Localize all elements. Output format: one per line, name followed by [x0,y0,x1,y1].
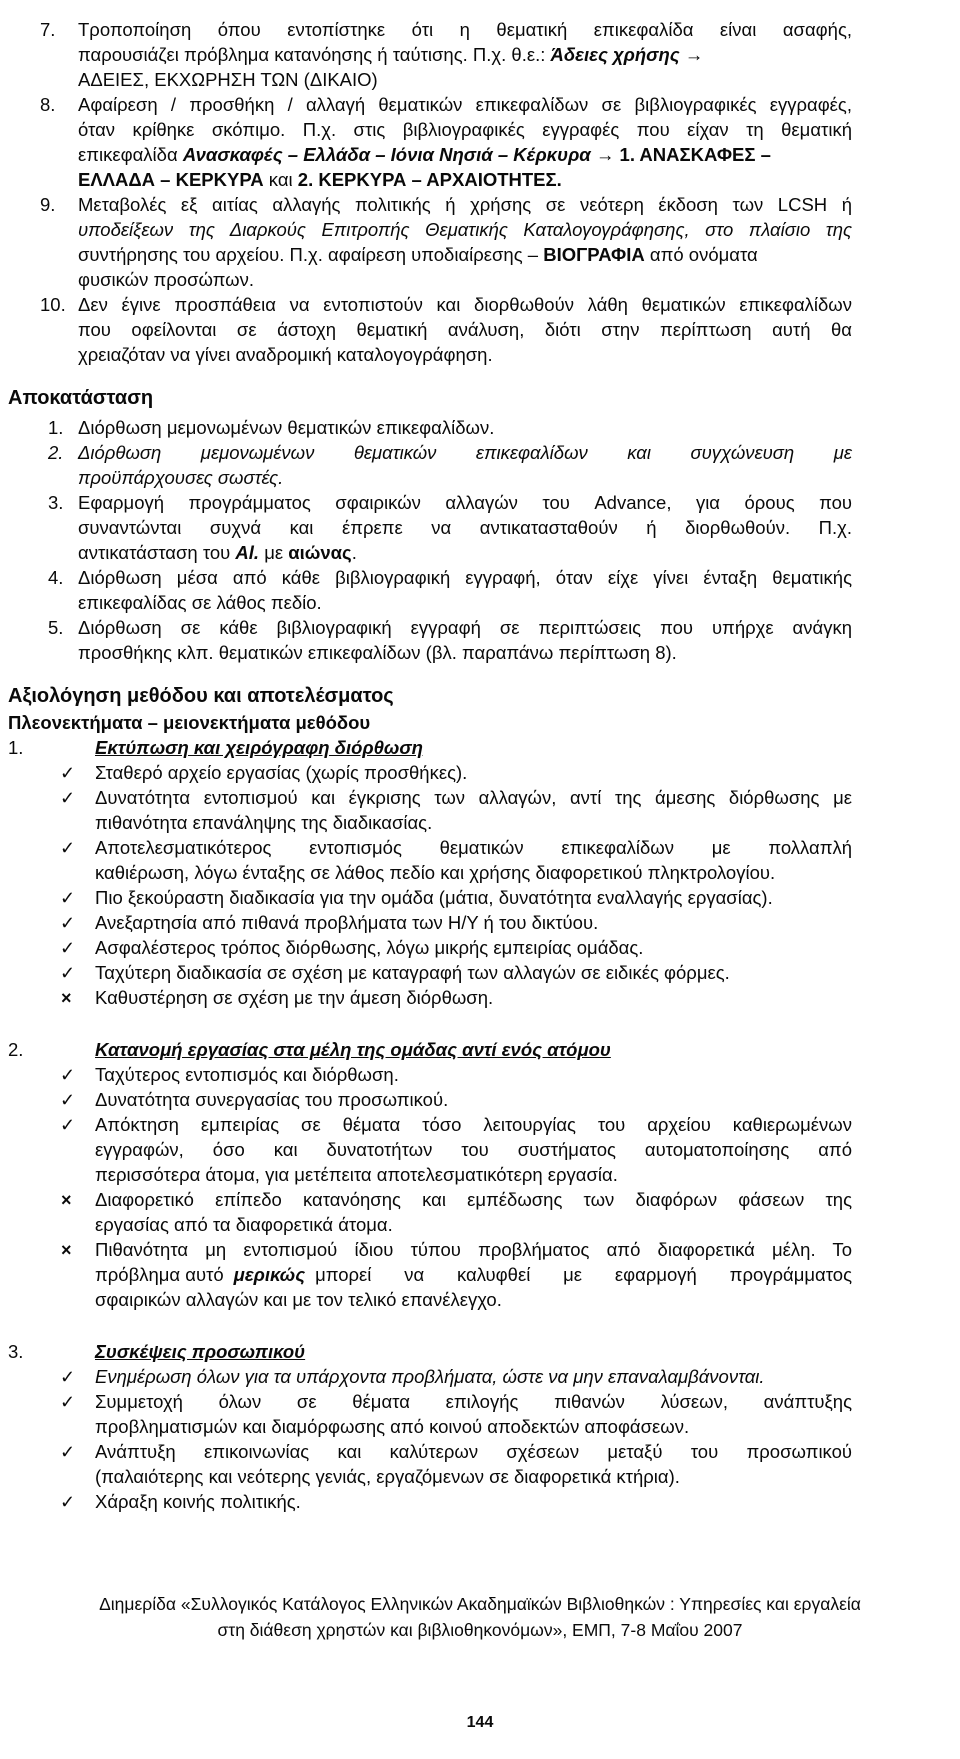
list-item: Ανεξαρτησία από πιθανά προβλήματα των Η/Υ ή του δικτύου. [95,912,599,933]
list-item: Απόκτηση εμπειρίας σε θέματα τόσο λειτουργίας του αρχείου καθιερωμένων [95,1114,852,1135]
cross-icon: × [61,1190,72,1210]
item-text: επικεφαλίδας σε λάθος πεδίο. [78,592,322,613]
item-text: όταν κρίθηκε σκόπιμο. Π.χ. στις βιβλιογραφικές εγγραφές που είχαν τη θεματική [78,119,852,140]
cross-icon: × [61,988,72,1008]
item-text: Διόρθωση μεμονωμένων θεματικών επικεφαλίδων και συγχώνευση με [78,442,852,463]
list-item: περισσότερα άτομα, για μετέπειτα αποτελεσματικότερη εργασία. [95,1164,618,1185]
list-item: Ταχύτερη διαδικασία σε σχέση με καταγραφή των αλλαγών σε ειδικές φόρμες. [95,962,730,983]
section-heading-restoration: Αποκατάσταση [8,387,154,409]
item-text: παρουσιάζει πρόβλημα κατανόησης ή ταύτισης. Π.χ. θ.ε.: Άδειες χρήσης → [78,44,704,65]
list-item: (παλαιότερης και νεότερης γενιάς, εργαζόμενων σε διαφορετικά κτήρια). [95,1466,680,1487]
item-text: Μεταβολές εξ αιτίας αλλαγής πολιτικής ή χρήσης σε νεότερη έκδοση των LCSH ή [78,194,852,215]
item-number: 2. [48,442,64,463]
subsection-number: 3. [8,1341,24,1362]
footer-line-1: Διημερίδα «Συλλογικός Κατάλογος Ελληνικών Ακαδημαϊκών Βιβλιοθηκών : Υπηρεσίες και εργαλεία [99,1594,861,1614]
check-icon: ✓ [60,888,76,908]
item-text: Διόρθωση σε κάθε βιβλιογραφική εγγραφή σε περιπτώσεις που υπήρχε ανάγκη [78,617,852,638]
footer-line-2: στη διάθεση χρηστών και βιβλιοθηκονόμων», ΕΜΠ, 7-8 Μαΐου 2007 [217,1620,743,1640]
item-number: 7. [40,19,56,40]
list-item: Δυνατότητα συνεργασίας του προσωπικού. [95,1089,449,1110]
item-text: χρειαζόταν να γίνει αναδρομική καταλογογράφηση. [78,344,493,365]
check-icon: ✓ [60,1492,76,1512]
item-number: 1. [48,417,64,438]
list-item: Διαφορετικό επίπεδο κατανόησης και εμπέδωσης των διαφόρων φάσεων της [95,1189,852,1210]
check-icon: ✓ [60,938,76,958]
list-item: Συμμετοχή όλων σε θέματα επιλογής πιθανών λύσεων, ανάπτυξης [95,1391,852,1412]
item-text: συντήρησης του αρχείου. Π.χ. αφαίρεση υποδιαίρεσης – ΒΙΟΓΡΑΦΙΑ από ονόματα [78,244,758,265]
item-text: ΕΛΛΑΔΑ – ΚΕΡΚΥΡΑ και 2. ΚΕΡΚΥΡΑ – ΑΡΧΑΙΟΤΗΤΕΣ. [78,169,562,190]
list-item: καθιέρωση, λόγω ένταξης σε λάθος πεδίο και χρήσης διαφορετικού πληκτρολογίου. [95,862,776,883]
item-text: προσθήκης κλπ. θεματικών επικεφαλίδων (βλ. παραπάνω περίπτωση 8). [78,642,677,663]
check-icon: ✓ [60,1115,76,1135]
item-text: Εφαρμογή προγράμματος σφαιρικών αλλαγών του Advance, για όρους που [78,492,852,513]
list-item: Πιο ξεκούραστη διαδικασία για την ομάδα (μάτια, δυνατότητα εναλλαγής εργασίας). [95,887,773,908]
item-number: 4. [48,567,64,588]
item-text: φυσικών προσώπων. [78,269,255,290]
item-text: αντικατάσταση του Al. με αιώνας. [78,542,357,563]
item-text: επικεφαλίδα Ανασκαφές – Ελλάδα – Ιόνια Νησιά – Κέρκυρα → 1. ΑΝΑΣΚΑΦΕΣ – [78,144,771,165]
page-number: 144 [466,1714,494,1731]
item-text: Δεν έγινε προσπάθεια να εντοπιστούν και διορθωθούν λάθη θεματικών επικεφαλίδων [78,294,852,315]
subsection-title: Κατανομή εργασίας στα μέλη της ομάδας αντί ενός ατόμου [95,1039,611,1060]
check-icon: ✓ [60,1442,76,1462]
cross-icon: × [61,1240,72,1260]
list-item: Δυνατότητα εντοπισμού και έγκρισης των αλλαγών, αντί της άμεσης διόρθωσης με [95,787,852,808]
subsection-title: Συσκέψεις προσωπικού [95,1341,306,1362]
item-number: 5. [48,617,64,638]
list-item: Ενημέρωση όλων για τα υπάρχοντα προβλήματα, ώστε να μην επαναλαμβάνονται. [95,1366,765,1387]
list-item: Αποτελεσματικότερος εντοπισμός θεματικών επικεφαλίδων με πολλαπλή [95,837,852,858]
list-item: Καθυστέρηση σε σχέση με την άμεση διόρθωση. [95,987,494,1008]
item-text: Αφαίρεση / προσθήκη / αλλαγή θεματικών επικεφαλίδων σε βιβλιογραφικές εγγραφές, [78,94,852,115]
subsection-number: 1. [8,737,24,758]
item-text: Διόρθωση μεμονωμένων θεματικών επικεφαλίδων. [78,417,495,438]
list-item: εργασίας από τα διαφορετικά άτομα. [95,1214,393,1235]
list-item: Ασφαλέστερος τρόπος διόρθωσης, λόγω μικρής εμπειρίας ομάδας. [95,937,644,958]
item-text: Τροποποίηση όπου εντοπίστηκε ότι η θεματική επικεφαλίδα είναι ασαφής, [78,19,852,40]
subheading-pros-cons: Πλεονεκτήματα – μειονεκτήματα μεθόδου [8,712,371,733]
item-number: 10. [40,294,66,315]
list-item: Σταθερό αρχείο εργασίας (χωρίς προσθήκες). [95,762,468,783]
list-item: Πιθανότητα μη εντοπισμού ίδιου τύπου προβλήματος από διαφορετικά μέλη. Το [95,1239,852,1260]
list-item: Ανάπτυξη επικοινωνίας και καλύτερων σχέσεων μεταξύ του προσωπικού [95,1441,852,1462]
check-icon: ✓ [60,788,76,808]
item-text: Διόρθωση μέσα από κάθε βιβλιογραφική εγγραφή, όταν είχε γίνει ένταξη θεματικής [78,567,852,588]
check-icon: ✓ [60,1065,76,1085]
item-text: που οφείλονται σε άστοχη θεματική ανάλυση, διότι στην περίπτωση αυτή θα [78,319,852,340]
item-number: 9. [40,194,56,215]
item-text: συναντώνται συχνά και έπρεπε να αντικατασταθούν ή διορθωθούν. Π.χ. [78,517,852,538]
section-heading-evaluation: Αξιολόγηση μεθόδου και αποτελέσματος [8,685,394,707]
check-icon: ✓ [60,1090,76,1110]
item-number: 8. [40,94,56,115]
item-text: υποδείξεων της Διαρκούς Επιτροπής Θεματικής Καταλογογράφησης, στο πλαίσιο της [78,219,852,240]
subsection-title: Εκτύπωση και χειρόγραφη διόρθωση [95,737,423,758]
list-item: πιθανότητα επανάληψης της διαδικασίας. [95,812,433,833]
check-icon: ✓ [60,1367,76,1387]
check-icon: ✓ [60,913,76,933]
list-item: Χάραξη κοινής πολιτικής. [95,1491,301,1512]
check-icon: ✓ [60,838,76,858]
item-text: προϋπάρχουσες σωστές. [78,467,284,488]
subsection-number: 2. [8,1039,24,1060]
check-icon: ✓ [60,1392,76,1412]
item-number: 3. [48,492,64,513]
list-item: προβληματισμών και διαμόρφωσης από κοινού αποδεκτών αποφάσεων. [95,1416,690,1437]
list-item: πρόβλημα αυτό μερικώς μπορεί να καλυφθεί με εφαρμογή προγράμματος [95,1264,852,1285]
list-item: σφαιρικών αλλαγών και με τον τελικό επανέλεγχο. [95,1289,502,1310]
check-icon: ✓ [60,763,76,783]
check-icon: ✓ [60,963,76,983]
list-item: εγγραφών, όσο και δυνατοτήτων του συστήματος αυτοματοποίησης από [95,1139,852,1160]
item-text: ΑΔΕΙΕΣ, ΕΚΧΩΡΗΣΗ ΤΩΝ (ΔΙΚΑΙΟ) [78,69,378,90]
list-item: Ταχύτερος εντοπισμός και διόρθωση. [95,1064,399,1085]
